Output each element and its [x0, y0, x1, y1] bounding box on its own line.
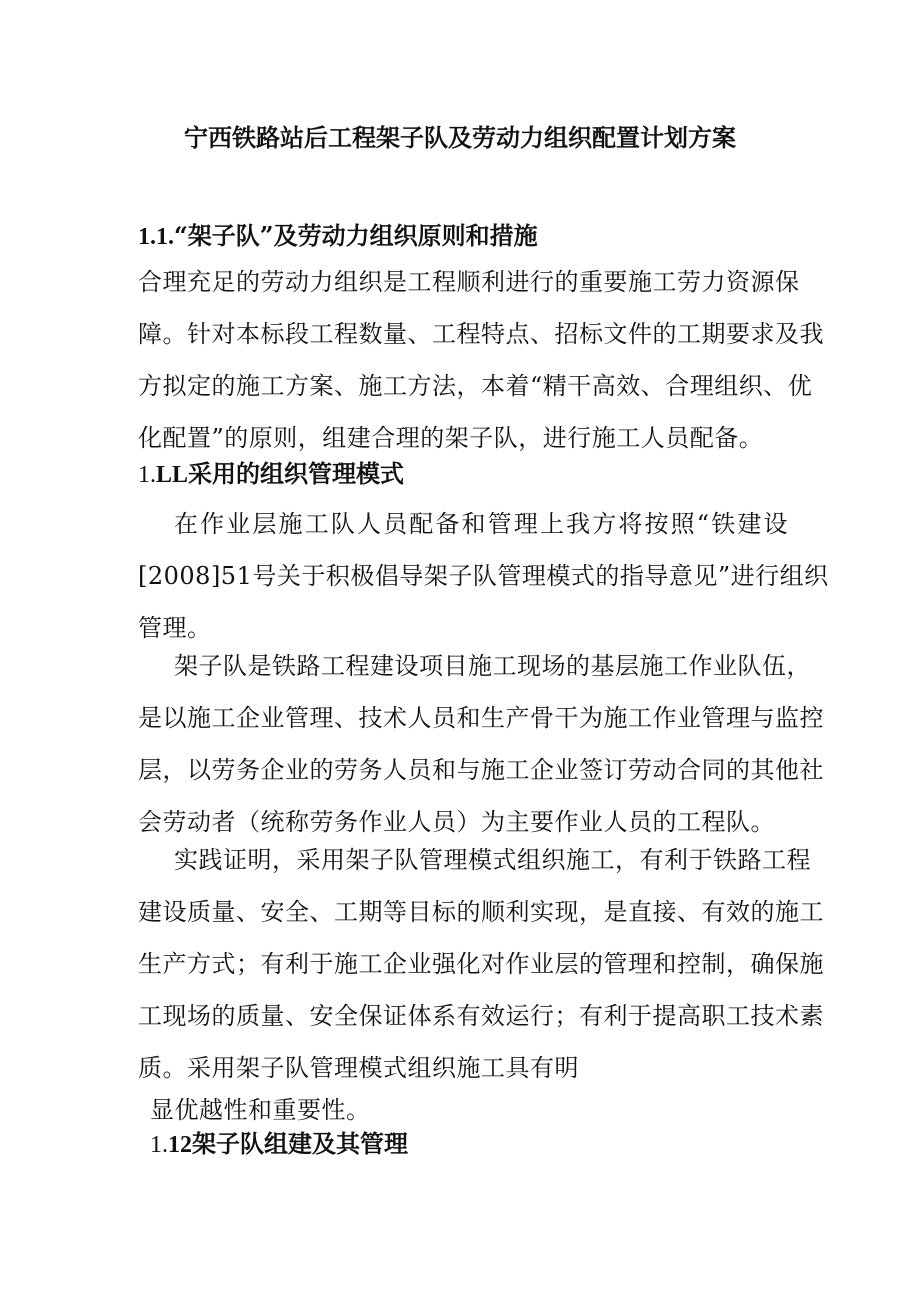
- text-line: 架子队是铁路工程建设项目施工现场的基层施工作业队伍，: [174, 652, 811, 680]
- section-number-bold: 12: [168, 1132, 192, 1158]
- text-line: 层，以劳务企业的劳务人员和与施工企业签订劳动合同的其他社: [138, 756, 824, 784]
- section-number-bold: LL: [156, 462, 189, 488]
- paragraph-labor-principles: [138, 256, 824, 464]
- section-heading-1-1: [138, 218, 538, 255]
- text-line: 生产方式；有利于施工企业强化对作业层的管理和控制，确保施: [138, 950, 824, 978]
- section-title: 架子队组建及其管理: [192, 1129, 408, 1158]
- paragraph-continuation: [150, 1090, 800, 1130]
- text-line: 方拟定的施工方案、施工方法，本着“精干高效、合理组织、优: [138, 372, 813, 400]
- section-number: 1.: [138, 462, 156, 488]
- text-line: 质。采用架子队管理模式组织施工具有明: [138, 1054, 579, 1082]
- paragraph-management-mode: [138, 498, 829, 654]
- section-heading-1-1-1: [138, 456, 404, 493]
- text-line: 管理。: [138, 614, 212, 642]
- text-line: 障。针对本标段工程数量、工程特点、招标文件的工期要求及我: [138, 320, 824, 348]
- text-line: 在作业层施工队人员配备和管理上我方将按照“铁建设: [174, 510, 788, 538]
- text-line: 合理充足的劳动力组织是工程顺利进行的重要施工劳力资源保: [138, 268, 800, 296]
- text-line: 建设质量、安全、工期等目标的顺利实现，是直接、有效的施工: [138, 898, 824, 926]
- paragraph-team-definition: [138, 640, 824, 848]
- section-title: “架子队”及劳动力组织原则和措施: [174, 221, 538, 250]
- document-title: 宁西铁路站后工程架子队及劳动力组织配置计划方案: [184, 123, 736, 152]
- text-line: 化配置”的原则，组建合理的架子队，进行施工人员配备。: [138, 424, 764, 452]
- text-line: 实践证明，采用架子队管理模式组织施工，有利于铁路工程: [174, 846, 811, 874]
- text-line: 是以施工企业管理、技术人员和生产骨干为施工作业管理与监控: [138, 704, 824, 732]
- text-line: [2008]51号关于积极倡导架子队管理模式的指导意见”进行组织: [138, 562, 829, 590]
- text-line: 工现场的质量、安全保证体系有效运行；有利于提高职工技术素: [138, 1002, 824, 1030]
- section-heading-1-1-2: [150, 1126, 408, 1163]
- section-number: 1.1.: [138, 224, 174, 250]
- paragraph-practice-proof: [138, 834, 824, 1094]
- text-line: 会劳动者（统称劳务作业人员）为主要作业人员的工程队。: [138, 808, 775, 836]
- text-line: 显优越性和重要性。: [150, 1096, 371, 1124]
- section-title: 采用的组织管理模式: [188, 459, 405, 488]
- section-number: 1.: [150, 1132, 168, 1158]
